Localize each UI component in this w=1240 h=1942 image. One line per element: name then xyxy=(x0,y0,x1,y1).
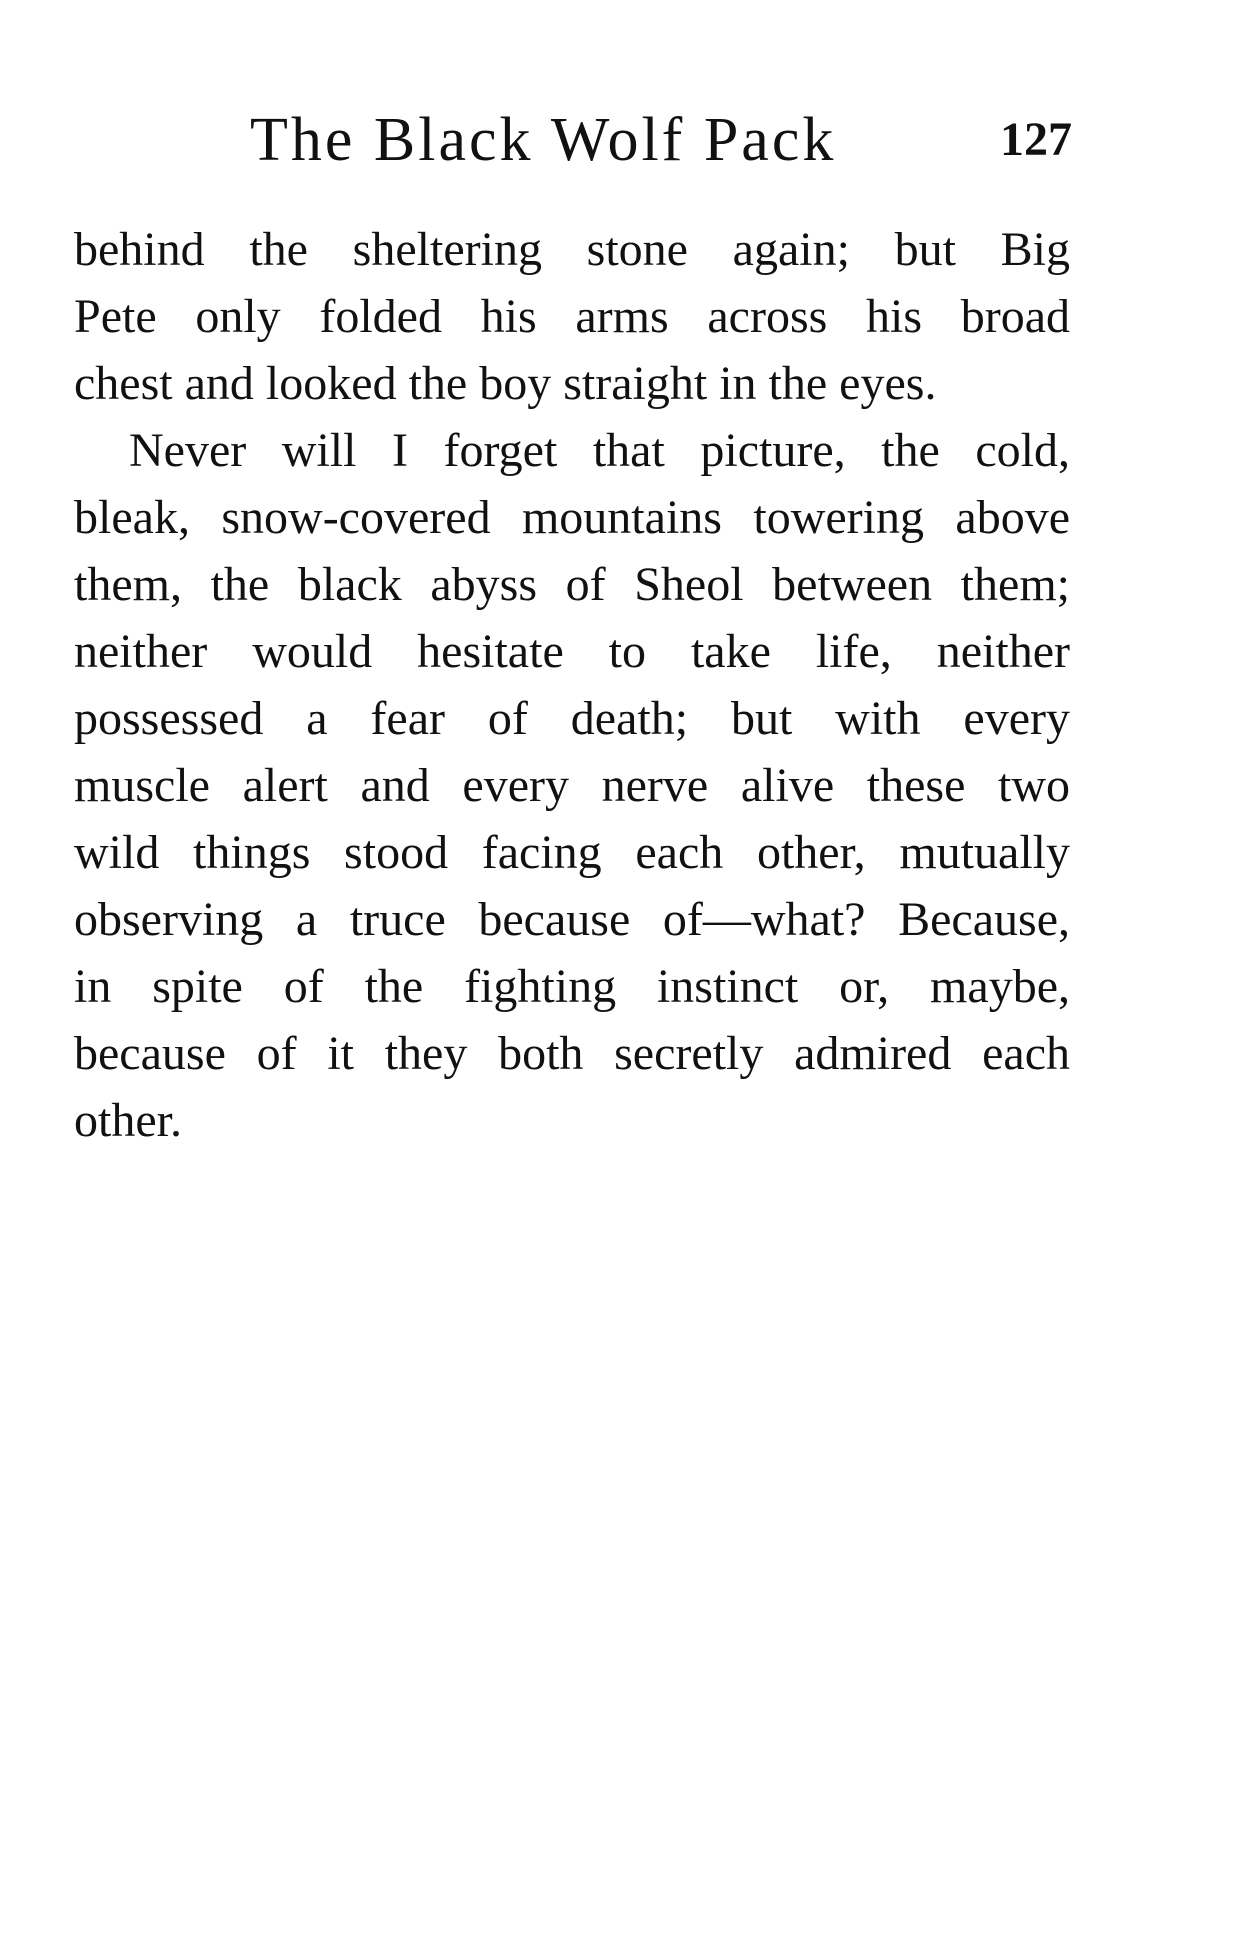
text-line: in spite of the fighting instinct or, maybe, xyxy=(74,960,1070,1013)
page-number: 127 xyxy=(1000,113,1072,166)
text-line: chest and looked the boy straight in the eyes. xyxy=(74,357,937,410)
text-line: muscle alert and every nerve alive these two xyxy=(74,759,1070,812)
running-head xyxy=(250,100,1072,180)
text-line: observing a truce because of—what? Because, xyxy=(74,893,1070,946)
text-line: Never will I forget that picture, the cold, xyxy=(129,424,1070,477)
text-line: them, the black abyss of Sheol between them; xyxy=(74,558,1070,611)
text-line: neither would hesitate to take life, neither xyxy=(74,625,1070,678)
running-title: The Black Wolf Pack xyxy=(250,106,837,174)
text-line: behind the sheltering stone again; but Big xyxy=(74,223,1070,276)
text-line: other. xyxy=(74,1094,182,1147)
text-line: wild things stood facing each other, mutually xyxy=(74,826,1070,879)
body-text xyxy=(74,216,1070,1154)
text-line: possessed a fear of death; but with every xyxy=(74,692,1070,745)
text-line: because of it they both secretly admired each xyxy=(74,1027,1070,1080)
text-line: Pete only folded his arms across his broad xyxy=(74,290,1070,343)
text-line: bleak, snow-covered mountains towering above xyxy=(74,491,1070,544)
